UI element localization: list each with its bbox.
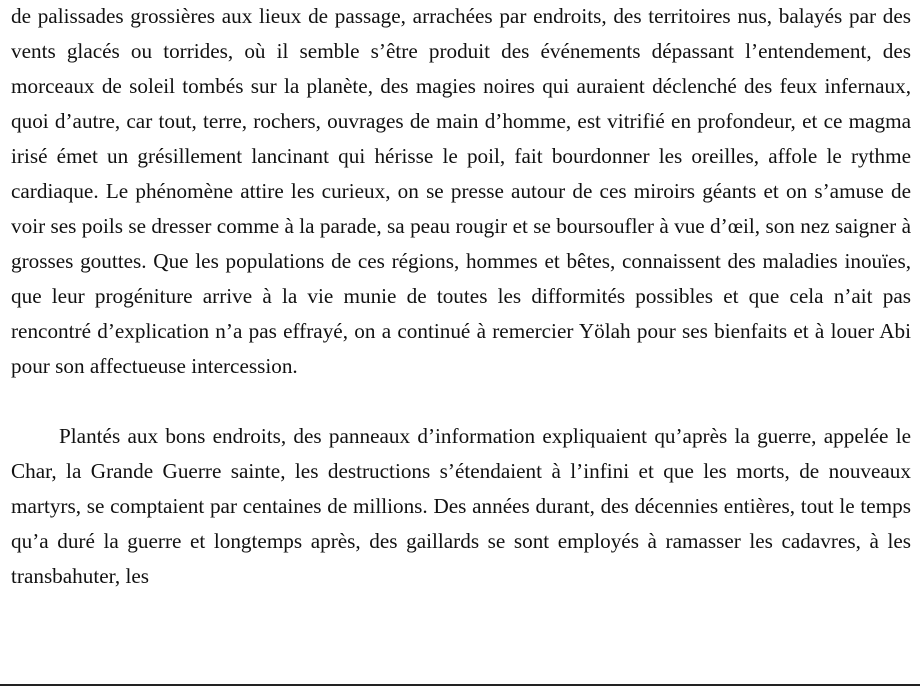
paragraph-continuation: de palissades grossières aux lieux de passage, arrachées par endroits, des territoires nus, balayés par des vents glacés ou torrides, où il semble s’être produit des événements dépassant l’entendement, des morceaux de soleil tombés sur la planète, des magies noires qui auraient déclenché des feux infernaux, quoi d’autre, car tout, terre, rochers, ouvrages de main d’homme, est vitrifié en profondeur, et ce magma irisé émet un grésillement lancinant qui hérisse le poil, fait bourdonner les oreilles, affole le rythme cardiaque. Le phénomène attire les curieux, on se presse autour de ces miroirs géants et on s’amuse de voir ses poils se dresser comme à la parade, sa peau rougir et se boursoufler à vue d’œil, son nez saigner à grosses gouttes. Que les populations de ces régions, hommes et bêtes, connaissent des maladies inouïes, que leur progéniture arrive à la vie munie de toutes les difformités possibles et que cela n’ait pas rencontré d’explication n’a pas effrayé, on a continué à remercier Yölah pour ses bienfaits et à louer Abi pour son affectueuse intercession. [11,4,911,378]
document-page [11,0,911,594]
paragraph-panneaux: Plantés aux bons endroits, des panneaux d’information expliquaient qu’après la guerre, appelée le Char, la Grande Guerre sainte, les destructions s’étendaient à l’infini et que les morts, de nouveaux martyrs, se comptaient par centaines de millions. Des années durant, des décennies entières, tout le temps qu’a duré la guerre et longtemps après, des gaillards se sont employés à ramasser les cadavres, à les transbahuter, les [11,424,911,588]
